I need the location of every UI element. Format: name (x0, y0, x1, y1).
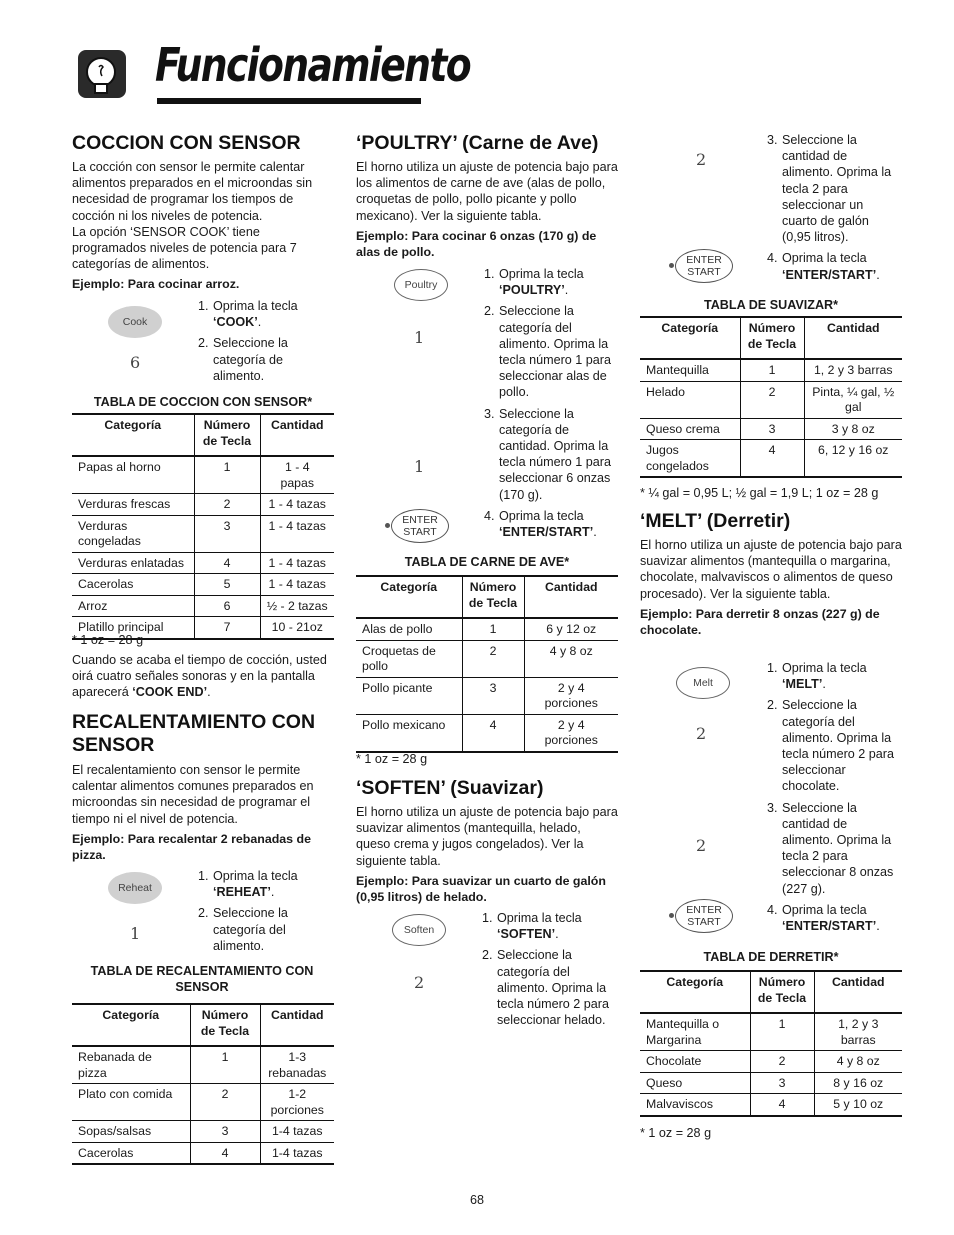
enter-start-key-icon: ENTER START (675, 899, 733, 933)
column-header: Cantidad (804, 317, 902, 359)
table-row: Pollo picante 3 2 y 4 porciones (356, 677, 618, 714)
table-row: Mantequilla o Margarina 1 1, 2 y 3 barras (640, 1013, 902, 1051)
table-row: Verduras frescas 2 1 - 4 tazas (72, 494, 334, 516)
column-header: Categoría (666, 975, 724, 989)
section-heading: ‘SOFTEN’ (Suavizar) (356, 777, 544, 799)
column-header: Categoría (380, 580, 438, 594)
column-header: Categoría (104, 418, 162, 432)
step-item: 1. Oprima la tecla ‘POULTRY’. (484, 267, 584, 298)
table-caption: TABLA DE SUAVIZAR* (703, 298, 839, 312)
column-header: Número de Tecla (462, 576, 524, 618)
step-item: 1. Oprima la tecla ‘COOK’. (198, 299, 298, 330)
section-heading: ‘POULTRY’ (Carne de Ave) (356, 132, 599, 154)
paragraph: El recalentamiento con sensor le permite calentar alimentos comunes preparados en microondas sin necesidad de programar el tiempo ni el nivel de potencia. (72, 763, 314, 826)
step-item: 3. Seleccione la cantidad de alimento. Oprima la tecla 2 para seleccionar un cuarto de galón (0,95 litros). (767, 133, 892, 245)
step-item: 4. Oprima la tecla ‘ENTER/START’. (767, 251, 880, 282)
number-key-icon: 2 (696, 836, 707, 855)
example-label: Ejemplo: Para suavizar un cuarto de galón (0,95 litros) de helado. (356, 873, 606, 904)
example-label: Ejemplo: Para derretir 8 onzas (227 g) de chocolate. (640, 606, 880, 637)
step-item: 2. Seleccione la categoría del alimento. (198, 906, 288, 953)
step-list (484, 266, 614, 540)
step-item: 3. Seleccione la cantidad de alimento. Oprima la tecla 2 para seleccionar 8 onzas (227 g). (767, 800, 894, 896)
number-key-icon: 1 (130, 924, 141, 943)
table-caption: TABLA DE RECALENTAMIENTO CON SENSOR (90, 964, 314, 994)
table-row: Queso 3 8 y 16 oz (640, 1072, 902, 1094)
step-item: 1. Oprima la tecla ‘SOFTEN’. (482, 911, 582, 942)
example-label: Ejemplo: Para cocinar 6 onzas (170 g) de alas de pollo. (356, 228, 597, 259)
table-row: Papas al horno 1 1 - 4 papas (72, 456, 334, 494)
soften-key-icon: Soften (392, 914, 446, 946)
step-item: 4. Oprima la tecla ‘ENTER/START’. (484, 508, 597, 540)
column-header: Cantidad (814, 971, 902, 1013)
lightbulb-icon (76, 48, 128, 100)
example-label: Ejemplo: Para recalentar 2 rebanadas de pizza. (72, 831, 311, 862)
table-note: * 1 oz = 28 g (356, 752, 428, 766)
column-header: Cantidad (260, 414, 334, 456)
section-heading: COCCION CON SENSOR (72, 132, 301, 154)
table-row: Alas de pollo 1 6 y 12 oz (356, 618, 618, 640)
table-row: Chocolate 2 4 y 8 oz (640, 1051, 902, 1073)
title-underline (157, 98, 421, 104)
poultry-table (356, 575, 618, 753)
table-row: Platillo principal 7 10 - 21oz (72, 617, 334, 639)
number-key-icon: 1 (414, 328, 425, 347)
table-row: Verduras congeladas 3 1 - 4 tazas (72, 515, 334, 552)
step-item: 2. Seleccione la categoría del alimento. Oprima la tecla número 2 para seleccionar chocolate. (767, 698, 895, 794)
table-note: * ¼ gal = 0,95 L; ½ gal = 1,9 L; 1 oz = 28 g (640, 486, 879, 500)
column-header: Número de Tecla (190, 1004, 260, 1046)
table-caption: TABLA DE COCCION CON SENSOR* (93, 395, 313, 409)
soften-table (640, 316, 902, 478)
cook-key-icon: Cook (108, 306, 162, 338)
table-row: Jugos congelados 4 6, 12 y 16 oz (640, 440, 902, 478)
table-row: Mantequilla 1 1, 2 y 3 barras (640, 359, 902, 381)
table-row: Helado 2 Pinta, ¼ gal, ½ gal (640, 381, 902, 418)
reheat-key-icon: Reheat (108, 872, 162, 904)
column-2 (356, 132, 618, 260)
table-row: Arroz 6 ½ - 2 tazas (72, 595, 334, 617)
table-caption: TABLA DE DERRETIR* (703, 950, 839, 964)
number-key-icon: 1 (414, 457, 425, 476)
table-row: Queso crema 3 3 y 8 oz (640, 418, 902, 440)
column-header: Número de Tecla (194, 414, 260, 456)
column-header: Cantidad (260, 1004, 334, 1046)
step-list (198, 298, 328, 384)
table-row: Pollo mexicano 4 2 y 4 porciones (356, 714, 618, 752)
step-list (767, 132, 897, 283)
step-list (482, 910, 618, 1028)
number-key-icon: 2 (696, 724, 707, 743)
table-note: * 1 oz = 28 g (640, 1126, 712, 1140)
page-title: Funcionamiento (155, 38, 471, 92)
column-1 (72, 132, 334, 292)
table-row: Sopas/salsas 3 1-4 tazas (72, 1121, 334, 1143)
column-header: Categoría (102, 1008, 160, 1022)
column-header: Número de Tecla (740, 317, 804, 359)
poultry-key-icon: Poultry (394, 269, 448, 301)
step-list (198, 868, 328, 954)
paragraph: El horno utiliza un ajuste de potencia bajo para suavizar alimentos (mantequilla, helado, queso crema y jugos congelados). Ver la siguiente tabla. (356, 805, 618, 868)
number-key-icon: 2 (414, 973, 425, 992)
step-item: 2. Seleccione la categoría del alimento. Oprima la tecla número 1 para seleccionar alas de pollo. (484, 304, 612, 400)
table-row: Plato con comida 2 1-2 porciones (72, 1084, 334, 1121)
step-item: 3. Seleccione la categoría de cantidad. Oprima la tecla número 1 para seleccionar 6 onzas (170 g). (484, 406, 612, 502)
enter-start-key-icon: ENTER START (391, 509, 449, 543)
table-row: Cacerolas 4 1-4 tazas (72, 1142, 334, 1164)
column-header: Número de Tecla (750, 971, 814, 1013)
table-note: * 1 oz = 28 g (72, 633, 144, 647)
column-header: Categoría (661, 321, 719, 335)
table-row: Verduras enlatadas 4 1 - 4 tazas (72, 552, 334, 574)
table-row: Croquetas de pollo 2 4 y 8 oz (356, 640, 618, 677)
enter-start-key-icon: ENTER START (675, 249, 733, 283)
step-item: 1. Oprima la tecla ‘MELT’. (767, 661, 867, 692)
table-row: Rebanada de pizza 1 1-3 rebanadas (72, 1046, 334, 1084)
table-row: Malvaviscos 4 5 y 10 oz (640, 1094, 902, 1116)
melt-key-icon: Melt (676, 667, 730, 699)
table-row: Cacerolas 5 1 - 4 tazas (72, 574, 334, 596)
step-item: 2. Seleccione la categoría del alimento. Oprima la tecla número 2 para seleccionar helado. (482, 948, 610, 1028)
step-item: 2. Seleccione la categoría de alimento. (198, 336, 288, 383)
paragraph: Cuando se acaba el tiempo de cocción, usted oirá cuatro señales sonoras y en la pantalla aparecerá ‘COOK END’. (72, 653, 327, 700)
section-melt (640, 510, 902, 638)
paragraph: La cocción con sensor le permite calentar alimentos preparados en el microondas sin necesidad de programar los tiempos de cocción ni los niveles de potencia. (72, 160, 313, 223)
paragraph: El horno utiliza un ajuste de potencia bajo para los alimentos de carne de ave (alas de pollo, croquetas de pollo, pollo picante y pollo mexicano). Ver la siguiente tabla. (356, 160, 618, 223)
reheat-table (72, 1003, 334, 1165)
page-number: 68 (469, 1193, 484, 1207)
number-key-icon: 6 (130, 353, 141, 372)
section-soften (356, 777, 618, 905)
paragraph: El horno utiliza un ajuste de potencia bajo para suavizar alimentos (mantequilla o margarina, chocolate, malvaviscos o alimentos de queso procesado). Ver la siguiente tabla. (640, 538, 902, 601)
step-item: 1. Oprima la tecla ‘REHEAT’. (198, 869, 298, 900)
table-caption: TABLA DE CARNE DE AVE* (404, 555, 570, 569)
number-key-icon: 2 (696, 150, 707, 169)
section-heading: RECALENTAMIENTO CON SENSOR (72, 711, 316, 756)
step-item: 4. Oprima la tecla ‘ENTER/START’. (767, 902, 880, 934)
step-list (767, 660, 899, 934)
sensor-cook-table (72, 413, 334, 640)
section-heading: ‘MELT’ (Derretir) (640, 510, 791, 532)
column-header: Cantidad (524, 576, 618, 618)
section-2 (72, 711, 334, 863)
melt-table (640, 970, 902, 1117)
example-label: Ejemplo: Para cocinar arroz. (72, 277, 240, 292)
paragraph: La opción ‘SENSOR COOK’ tiene programados niveles de potencia para 7 categorías de alimentos. (72, 224, 297, 272)
